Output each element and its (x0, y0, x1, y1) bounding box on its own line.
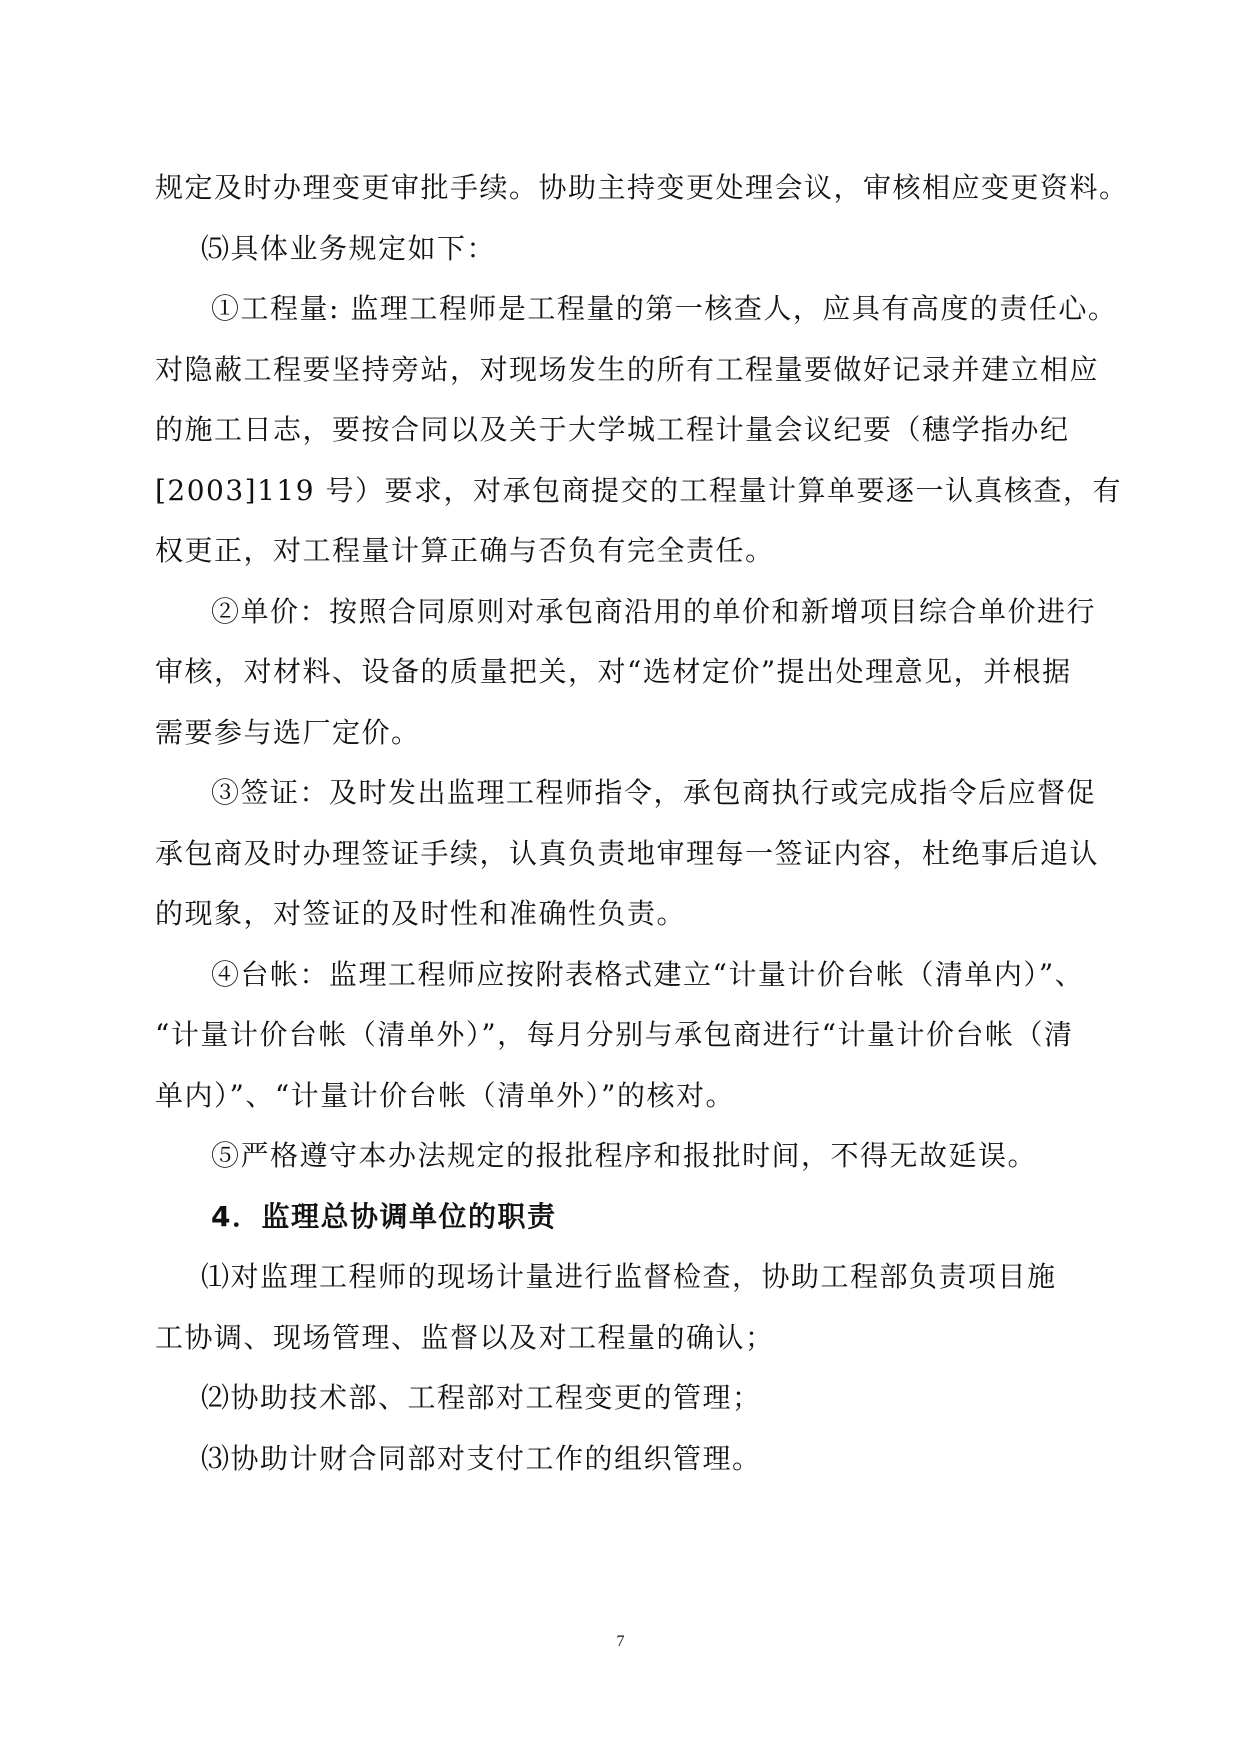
paragraph-line: ⑸具体业务规定如下： (201, 231, 497, 265)
paragraph-line: [2003]119 号）要求，对承包商提交的工程量计算单要逐一认真核查，有 (155, 473, 1122, 507)
paragraph-line: 的施工日志，要按合同以及关于大学城工程计量会议纪要（穗学指办纪 (155, 413, 1070, 446)
paragraph-line: 权更正，对工程量计算正确与否负有完全责任。 (155, 534, 775, 567)
paragraph-line: ⑤严格遵守本办法规定的报批程序和报批时间，不得无故延误。 (211, 1139, 1038, 1172)
page-number: 7 (616, 1633, 625, 1650)
paragraph-line: 规定及时办理变更审批手续。协助主持变更处理会议，审核相应变更资料。 (155, 171, 1129, 204)
paragraph-line: 审核，对材料、设备的质量把关，对“选材定价”提出处理意见，并根据 (155, 655, 1072, 688)
paragraph-line: ⑶协助计财合同部对支付工作的组织管理。 (201, 1441, 762, 1475)
paragraph-line: 需要参与选厂定价。 (155, 715, 421, 749)
paragraph-line: “计量计价台帐（清单外）”，每月分别与承包商进行“计量计价台帐（清 (155, 1018, 1074, 1051)
paragraph-line: ⑴对监理工程师的现场计量进行监督检查，协助工程部负责项目施 (201, 1260, 1057, 1293)
paragraph-line: 的现象，对签证的及时性和准确性负责。 (155, 897, 687, 930)
paragraph-line: ⑵协助技术部、工程部对工程变更的管理； (201, 1381, 762, 1414)
section-heading: 4．监理总协调单位的职责 (211, 1199, 557, 1233)
paragraph-line: 承包商及时办理签证手续，认真负责地审理每一签证内容，杜绝事后追认 (155, 836, 1100, 870)
paragraph-line: 单内）”、“计量计价台帐（清单外）”的核对。 (155, 1078, 735, 1112)
paragraph-line: 对隐蔽工程要坚持旁站，对现场发生的所有工程量要做好记录并建立相应 (155, 352, 1100, 386)
paragraph-line: ①工程量: 监理工程师是工程量的第一核查人，应具有高度的责任心。 (211, 292, 1118, 325)
paragraph-line: ③签证：及时发出监理工程师指令，承包商执行或完成指令后应督促 (211, 776, 1097, 809)
paragraph-line: 工协调、现场管理、监督以及对工程量的确认； (155, 1320, 775, 1354)
document-body (155, 158, 1129, 1489)
paragraph-line: ④台帐：监理工程师应按附表格式建立“计量计价台帐（清单内）”、 (211, 957, 1085, 991)
paragraph-line: ②单价：按照合同原则对承包商沿用的单价和新增项目综合单价进行 (211, 594, 1097, 628)
